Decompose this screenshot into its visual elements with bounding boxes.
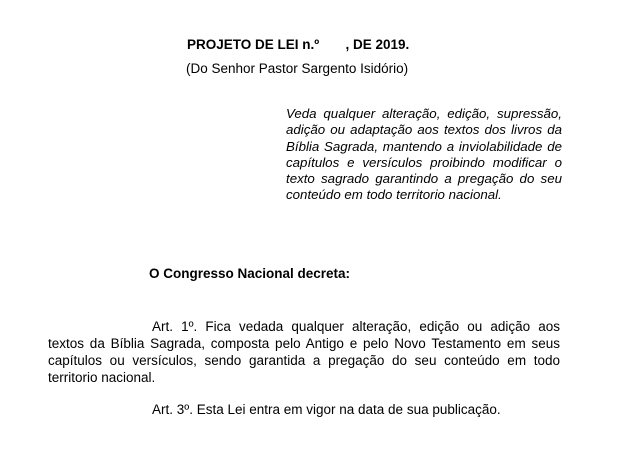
bill-summary: Veda qualquer alteração, edição, supressão, adição ou adaptação aos textos dos livros da Bíblia Sagrada, mantendo a inviolabilidade de capítulos e versículos proibindo modificar o texto sagrado garantindo a pregação do seu conteúdo em todo territorio nacional. [286,106,562,203]
bill-title: PROJETO DE LEI n.º , DE 2019. [187,37,410,52]
article-1: Art. 1º. Fica vedada qualquer alteração, edição ou adição aos textos da Bíblia Sagrada, composta pelo Antigo e pelo Novo Testamento em seus capítulos ou versículos, sendo garantida a pregação do seu conteúdo em todo territorio nacional. [48,319,560,385]
bill-author: (Do Senhor Pastor Sargento Isidório) [186,61,409,76]
article-3: Art. 3º. Esta Lei entra em vigor na data de sua publicação. [152,402,501,417]
enacting-clause: O Congresso Nacional decreta: [149,266,351,281]
